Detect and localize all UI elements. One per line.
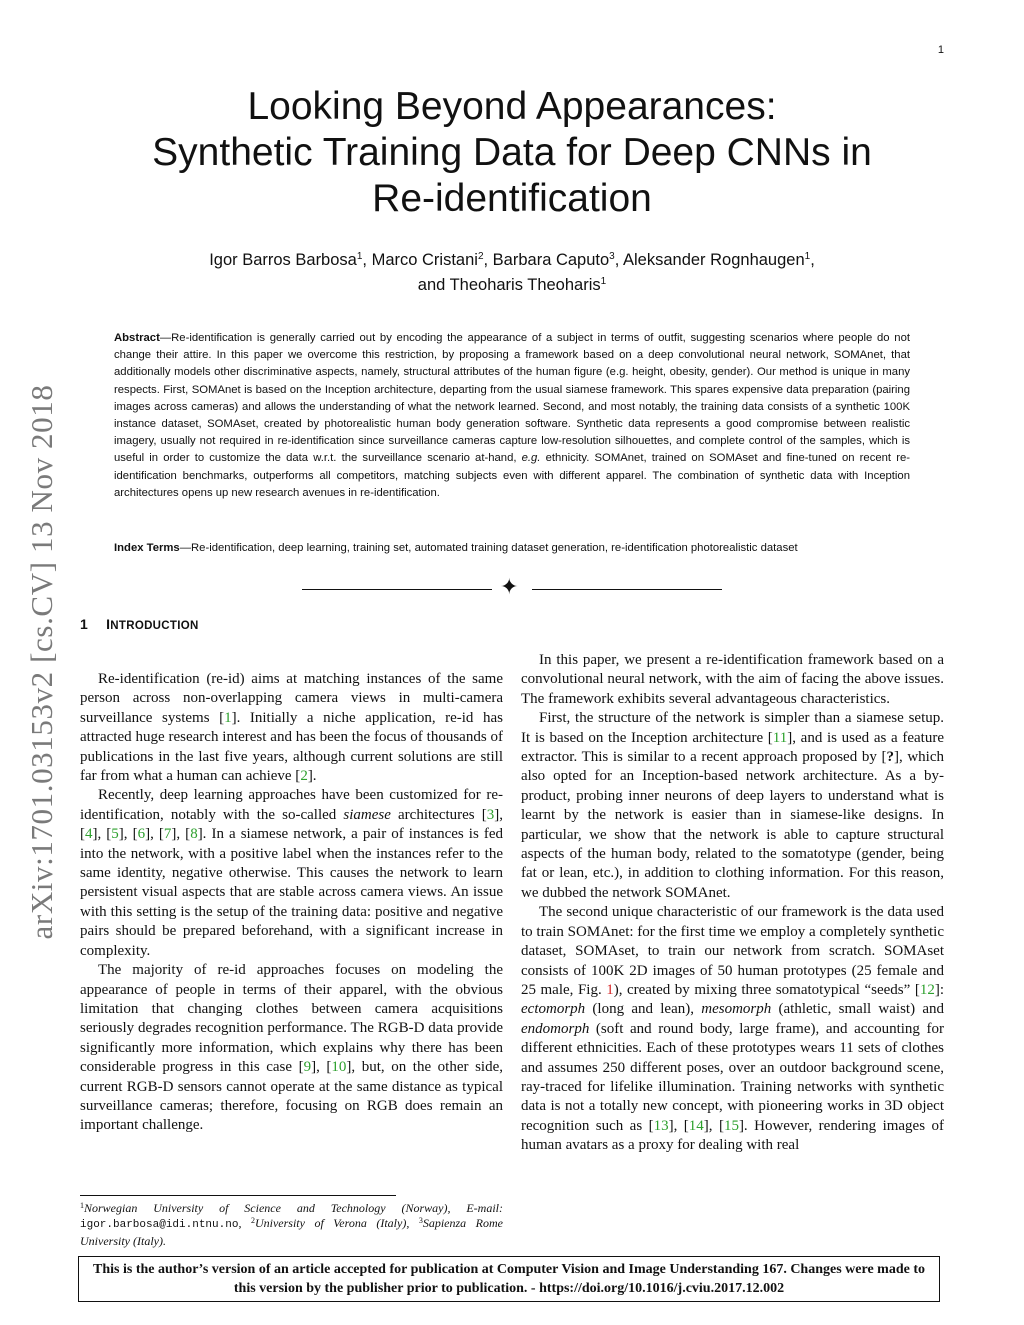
citation-link[interactable]: 14 (688, 1117, 704, 1134)
left-column (80, 670, 503, 1136)
citation-link[interactable]: 4 (85, 826, 93, 843)
citation-link[interactable]: 10 (331, 1059, 347, 1076)
paper-title (90, 84, 934, 222)
paragraph: The second unique characteristic of our framework is the data used to train SOMAnet: for the first time we employ a completely synthetic dataset, SOMAset, to train our network from scratch. SOMAset consists of 100K 2D images of 50 human prototypes (25 female and 25 male, Fig. 1), created by mixing three somatotypical “seeds” [12]: ectomorph (long and lean), mesomorph (athletic, small waist) and endomorph (soft and round body, large frame), and accounting for different ethnicities. Each of these prototypes wears 11 sets of clothes and assumes 250 different poses, over an outdoor background scene, ray-traced for lifelike illumination. Training networks with synthetic data is not a totally new concept, with pioneering works in 3D object recognition such as [13], [14], [15]. However, rendering images of human avatars as a proxy for dealing with real (521, 904, 944, 1154)
publication-notice: This is the author’s version of an article accepted for publication at Computer Vision and Image Understanding 167. Changes were made to this version by the publisher prior to publication. - https://doi.org/10.1016/j.cviu.2017.12.002 (78, 1256, 940, 1302)
citation-link[interactable]: 5 (111, 826, 119, 843)
citation-link[interactable]: 1 (224, 709, 232, 726)
citation-link[interactable]: 12 (919, 981, 935, 998)
paragraph: Re-identification (re-id) aims at matching instances of the same person across non-overlapping camera views in multi-camera surveillance systems [1]. Initially a niche application, re-id has attracted huge research interest and has been the focus of thousands of publications in the last five years, although current solutions are still far from what a human can achieve [2]. (80, 671, 503, 785)
footnote: $^1$Norwegian University of Science and Technology (Norway), E-mail: igor.barbosa@idi.ntnu.no, $^2$University of Verona (Italy), $^3$Sapienza Rome University (Italy). (80, 1201, 504, 1248)
divider-left (302, 589, 492, 590)
author-list (90, 248, 934, 298)
citation-link[interactable]: 9 (303, 1059, 312, 1076)
title-line-3: Re-identification (372, 177, 652, 220)
citation-link[interactable]: 11 (772, 729, 788, 746)
paragraph: In this paper, we present a re-identification framework based on a convolutional neural network, with the aim of facing the above issues. The framework exhibits several advantageous characteristics. (521, 652, 944, 707)
abstract: Abstract—Re-identification is generally carried out by encoding the appearance of a subject in terms of outfit, suggesting scenarios where people do not change their attire. In this paper we overcome this restriction, by proposing a framework based on a deep convolutional neural network, SOMAnet, that additionally models other discriminative aspects, namely, structural attributes of the human figure (e.g. height, obesity, gender). Our method is unique in many respects. First, SOMAnet is based on the Inception architecture, departing from the usual siamese framework. This spares expensive data preparation (pairing images across cameras) and allows the understanding of what the network learned. Second, and most notably, the training data consists of a synthetic 100K instance dataset, SOMAset, created by photorealistic human body generation software. Synthetic data represents a good compromise between realistic imagery, usually not required in re-identification since surveillance cameras capture low-resolution silhouettes, and complete control of the samples, which is useful in order to customize the data w.r.t. the surveillance scenario at-hand, e.g. ethnicity. SOMAnet, trained on SOMAset and fine-tuned on recent re-identification benchmarks, outperforms all competitors, matching subjects even with different apparel. The combination of synthetic data with Inception architectures opens up new research avenues in re-identification. (114, 332, 910, 499)
divider-right (532, 589, 722, 590)
paragraph: The majority of re-id approaches focuses on modeling the appearance of people in terms of their apparel, with the obvious limitation that changing clothes between camera acquisitions seriously degrades recognition performance. The RGB-D data provide significantly more information, which explains why there has been considerable progress in this case [9], [10], but, on the other side, current RGB-D sensors cannot operate at the same distance as typical surveillance cameras; therefore, focusing on RGB does remain an important challenge. (80, 962, 503, 1134)
paragraph: First, the structure of the network is simpler than a siamese setup. It is based on the Inception architecture [11], and is used as a feature extractor. This is similar to a recent approach proposed by [?], which also opted for an Inception-based network architecture. As a by-product, probing inner neurons of deep layers to understand what is learnt by the network is easier than in siamese-like designs. In particular, we show that the network is able to capture structural aspects of the human body, related to the somatotype (gender, being fat or lean, etc.), in addition to clothing information. For this reason, we dubbed the network SOMAnet. (521, 710, 944, 901)
page-number: 1 (937, 44, 944, 56)
citation-link[interactable]: 13 (653, 1117, 669, 1134)
citation-link[interactable]: 3 (486, 806, 495, 823)
divider-star-icon: ✦ (500, 574, 519, 599)
arxiv-stamp-text: arXiv:1701.03153v2 [cs.CV] 13 Nov 2018 (24, 384, 59, 940)
unresolved-citation: ? (886, 749, 894, 766)
footnote-rule (80, 1195, 396, 1196)
author-line-1: Igor Barros Barbosa$^1$, Marco Cristani$^2$, Barbara Caputo$^3$, Aleksander Rognhaugen$^1$, (209, 251, 815, 269)
arxiv-stamp (14, 354, 70, 970)
right-column (521, 651, 944, 1156)
citation-link[interactable]: 8 (190, 826, 198, 843)
title-line-2: Synthetic Training Data for Deep CNNs in (152, 131, 872, 174)
paragraph: Recently, deep learning approaches have been customized for re-identification, notably with the so-called siamese architectures [3], [4], [5], [6], [7], [8]. In a siamese network, a pair of instances is fed into the network, with a positive label when the instances refer to the same identity, negative otherwise. This causes the network to learn persistent visual aspects that are stable across camera views. An issue with this setting is the setup of the training data: positive and negative pairs should be prepared beforehand, with a significant increase in complexity. (80, 787, 504, 959)
abstract-label: Abstract (114, 332, 160, 344)
index-terms-label: Index Terms (114, 542, 180, 554)
citation-link[interactable]: 15 (723, 1117, 739, 1134)
title-line-1: Looking Beyond Appearances: (247, 85, 777, 128)
section-heading: 1 INTRODUCTION (80, 616, 199, 632)
figure-link[interactable]: 1 (606, 981, 614, 998)
index-terms: Index Terms—Re-identification, deep learning, training set, automated training dataset generation, re-identification photorealistic dataset (114, 542, 798, 554)
citation-link[interactable]: 7 (163, 826, 172, 843)
citation-link[interactable]: 2 (300, 768, 308, 785)
author-line-2: and Theoharis Theoharis$^1$ (417, 276, 607, 294)
footnote-email: igor.barbosa@idi.ntnu.no (80, 1219, 239, 1232)
citation-link[interactable]: 6 (137, 826, 146, 843)
